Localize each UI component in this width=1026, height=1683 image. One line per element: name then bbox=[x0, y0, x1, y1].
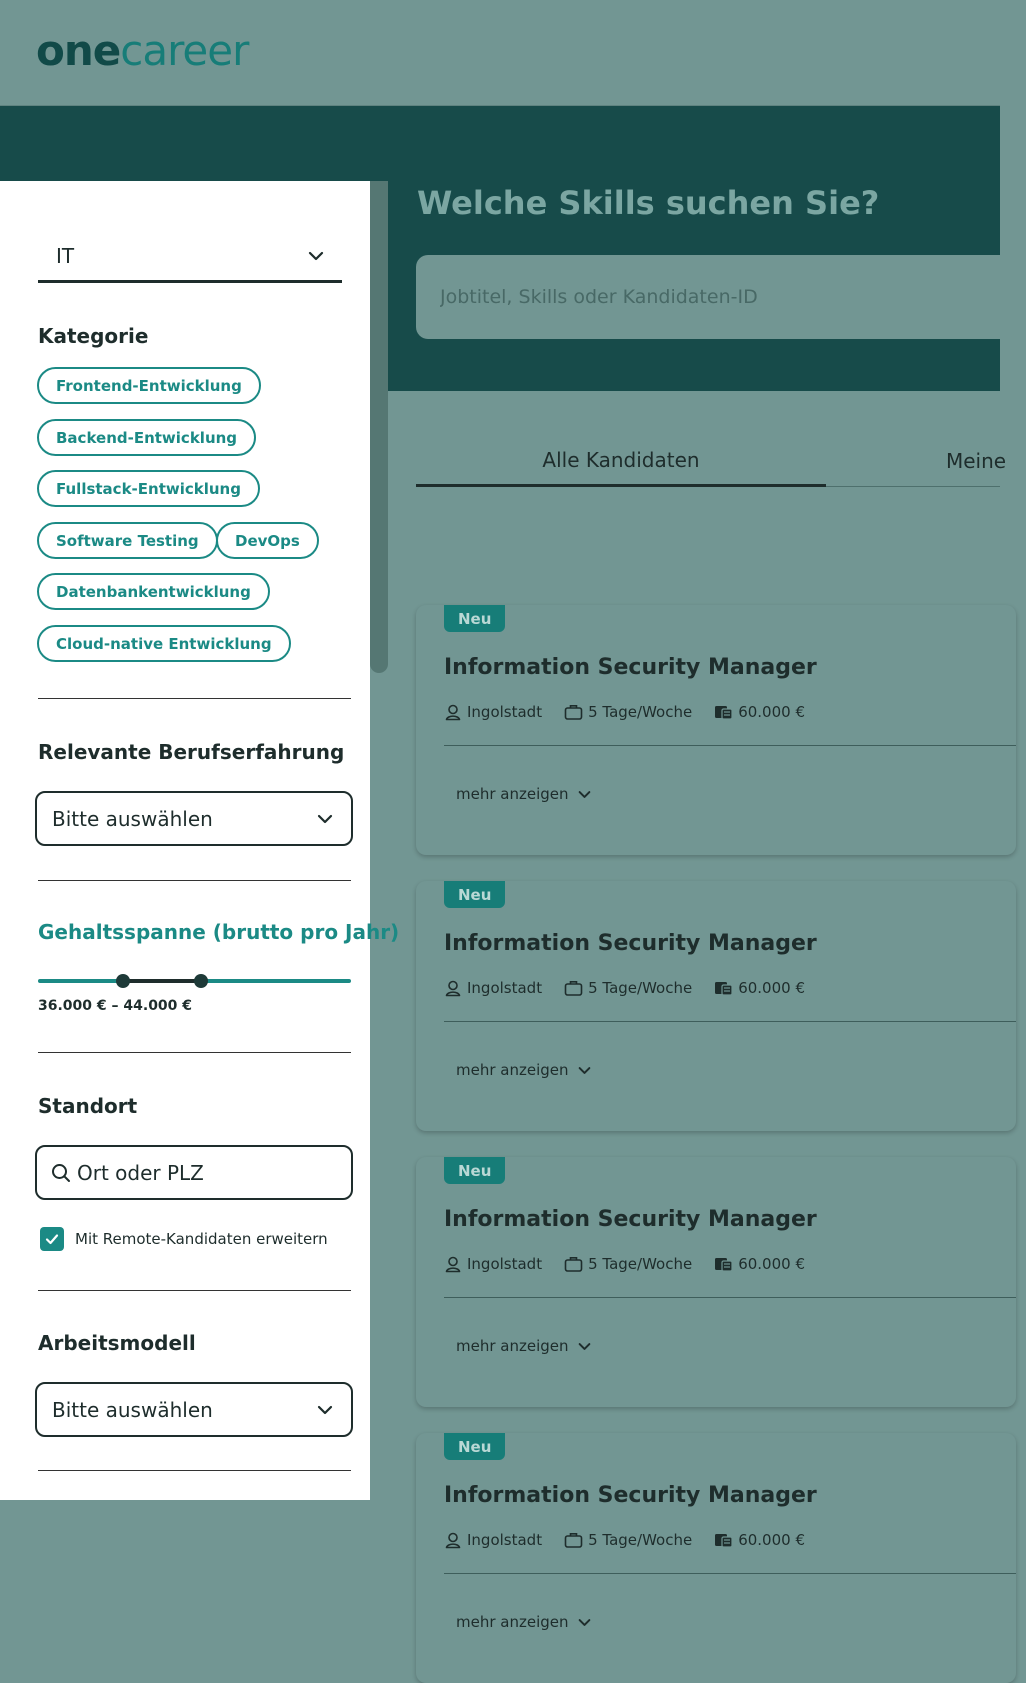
onecareer-logo[interactable]: onecareer bbox=[36, 26, 249, 75]
briefcase-icon bbox=[564, 979, 583, 997]
show-more-link[interactable]: mehr anzeigen bbox=[456, 1061, 591, 1079]
person-pin-icon bbox=[444, 1531, 462, 1549]
industry-select[interactable] bbox=[38, 232, 342, 283]
candidate-workdays: 5 Tage/Woche bbox=[564, 703, 692, 721]
checkmark-icon bbox=[44, 1231, 60, 1247]
candidate-card[interactable] bbox=[416, 1433, 1016, 1683]
show-more-link[interactable]: mehr anzeigen bbox=[456, 785, 591, 803]
candidate-salary: 60.000 € bbox=[714, 1531, 805, 1549]
divider bbox=[38, 698, 351, 699]
briefcase-icon bbox=[564, 1531, 583, 1549]
card-divider bbox=[444, 1573, 1016, 1574]
category-chip-frontend[interactable]: Frontend-Entwicklung bbox=[37, 367, 261, 404]
chevron-down-icon bbox=[317, 1402, 333, 1418]
candidate-location: Ingolstadt bbox=[444, 703, 542, 721]
sidebar-scrollbar-thumb[interactable] bbox=[370, 181, 388, 673]
candidate-workdays: 5 Tage/Woche bbox=[564, 979, 692, 997]
candidate-salary: 60.000 € bbox=[714, 1255, 805, 1273]
remote-checkbox-label: Mit Remote-Kandidaten erweitern bbox=[75, 1230, 328, 1248]
candidate-job-title: Information Security Manager bbox=[444, 1207, 817, 1232]
chevron-down-icon bbox=[578, 1616, 591, 1629]
show-more-link[interactable]: mehr anzeigen bbox=[456, 1613, 591, 1631]
candidate-job-title: Information Security Manager bbox=[444, 655, 817, 680]
chevron-down-icon bbox=[308, 248, 324, 264]
candidate-job-title: Information Security Manager bbox=[444, 1483, 817, 1508]
skill-search-box[interactable] bbox=[416, 255, 1016, 339]
chevron-down-icon bbox=[578, 1064, 591, 1077]
top-bar bbox=[0, 0, 1000, 106]
experience-dropdown[interactable] bbox=[35, 791, 353, 846]
show-more-link[interactable]: mehr anzeigen bbox=[456, 1337, 591, 1355]
divider bbox=[38, 1470, 351, 1471]
money-icon bbox=[714, 979, 733, 997]
candidate-card[interactable] bbox=[416, 605, 1016, 855]
candidate-meta bbox=[444, 1531, 827, 1549]
candidate-card[interactable] bbox=[416, 881, 1016, 1131]
salary-slider-min-handle[interactable] bbox=[116, 974, 130, 988]
experience-dropdown-value: Bitte auswählen bbox=[52, 806, 213, 831]
category-chip-software-testing[interactable]: Software Testing bbox=[37, 522, 218, 559]
candidate-job-title: Information Security Manager bbox=[444, 931, 817, 956]
new-badge: Neu bbox=[444, 1433, 505, 1460]
candidate-location: Ingolstadt bbox=[444, 1255, 542, 1273]
candidate-meta bbox=[444, 979, 827, 997]
money-icon bbox=[714, 1255, 733, 1273]
card-divider bbox=[444, 1021, 1016, 1022]
workmodel-title: Arbeitsmodell bbox=[38, 1331, 196, 1355]
card-divider bbox=[444, 745, 1016, 746]
experience-title: Relevante Berufserfahrung bbox=[38, 740, 345, 764]
briefcase-icon bbox=[564, 703, 583, 721]
money-icon bbox=[714, 1531, 733, 1549]
category-chip-cloud-native[interactable]: Cloud-native Entwicklung bbox=[37, 625, 291, 662]
candidate-salary: 60.000 € bbox=[714, 703, 805, 721]
salary-slider-selected-range bbox=[123, 979, 201, 983]
tab-my-candidates[interactable]: Meine bbox=[946, 449, 1007, 473]
person-pin-icon bbox=[444, 979, 462, 997]
candidate-meta bbox=[444, 703, 827, 721]
chevron-down-icon bbox=[578, 788, 591, 801]
briefcase-icon bbox=[564, 1255, 583, 1273]
person-pin-icon bbox=[444, 1255, 462, 1273]
candidate-meta bbox=[444, 1255, 827, 1273]
candidate-card[interactable] bbox=[416, 1157, 1016, 1407]
candidate-workdays: 5 Tage/Woche bbox=[564, 1531, 692, 1549]
candidate-salary: 60.000 € bbox=[714, 979, 805, 997]
candidate-location: Ingolstadt bbox=[444, 1531, 542, 1549]
location-title: Standort bbox=[38, 1094, 138, 1118]
remote-option bbox=[40, 1227, 328, 1251]
category-chip-database[interactable]: Datenbankentwicklung bbox=[37, 573, 270, 610]
chevron-down-icon bbox=[317, 811, 333, 827]
location-input[interactable] bbox=[77, 1161, 317, 1185]
salary-range-value: 36.000 € – 44.000 € bbox=[38, 998, 193, 1014]
salary-slider-max-handle[interactable] bbox=[194, 974, 208, 988]
chevron-down-icon bbox=[578, 1340, 591, 1353]
remote-checkbox[interactable] bbox=[40, 1227, 64, 1251]
workmodel-dropdown[interactable] bbox=[35, 1382, 353, 1437]
search-icon bbox=[51, 1163, 71, 1183]
category-title: Kategorie bbox=[38, 324, 149, 348]
person-pin-icon bbox=[444, 703, 462, 721]
candidate-location: Ingolstadt bbox=[444, 979, 542, 997]
divider bbox=[38, 880, 351, 881]
category-chip-devops[interactable]: DevOps bbox=[216, 522, 319, 559]
divider bbox=[38, 1290, 351, 1291]
new-badge: Neu bbox=[444, 605, 505, 632]
tab-all-candidates[interactable]: Alle Kandidaten bbox=[416, 435, 826, 487]
category-chip-fullstack[interactable]: Fullstack-Entwicklung bbox=[37, 470, 260, 507]
salary-range-slider[interactable] bbox=[38, 972, 351, 990]
candidate-workdays: 5 Tage/Woche bbox=[564, 1255, 692, 1273]
divider bbox=[38, 1052, 351, 1053]
card-divider bbox=[444, 1297, 1016, 1298]
industry-select-value: IT bbox=[56, 244, 75, 268]
new-badge: Neu bbox=[444, 881, 505, 908]
skill-search-input[interactable] bbox=[440, 286, 960, 308]
category-chip-backend[interactable]: Backend-Entwicklung bbox=[37, 419, 256, 456]
candidate-tabs bbox=[416, 435, 1007, 487]
location-search-field[interactable] bbox=[35, 1145, 353, 1200]
page-title: Welche Skills suchen Sie? bbox=[417, 184, 880, 222]
workmodel-dropdown-value: Bitte auswählen bbox=[52, 1397, 213, 1422]
salary-range-title: Gehaltsspanne (brutto pro Jahr) bbox=[38, 920, 400, 944]
new-badge: Neu bbox=[444, 1157, 505, 1184]
money-icon bbox=[714, 703, 733, 721]
